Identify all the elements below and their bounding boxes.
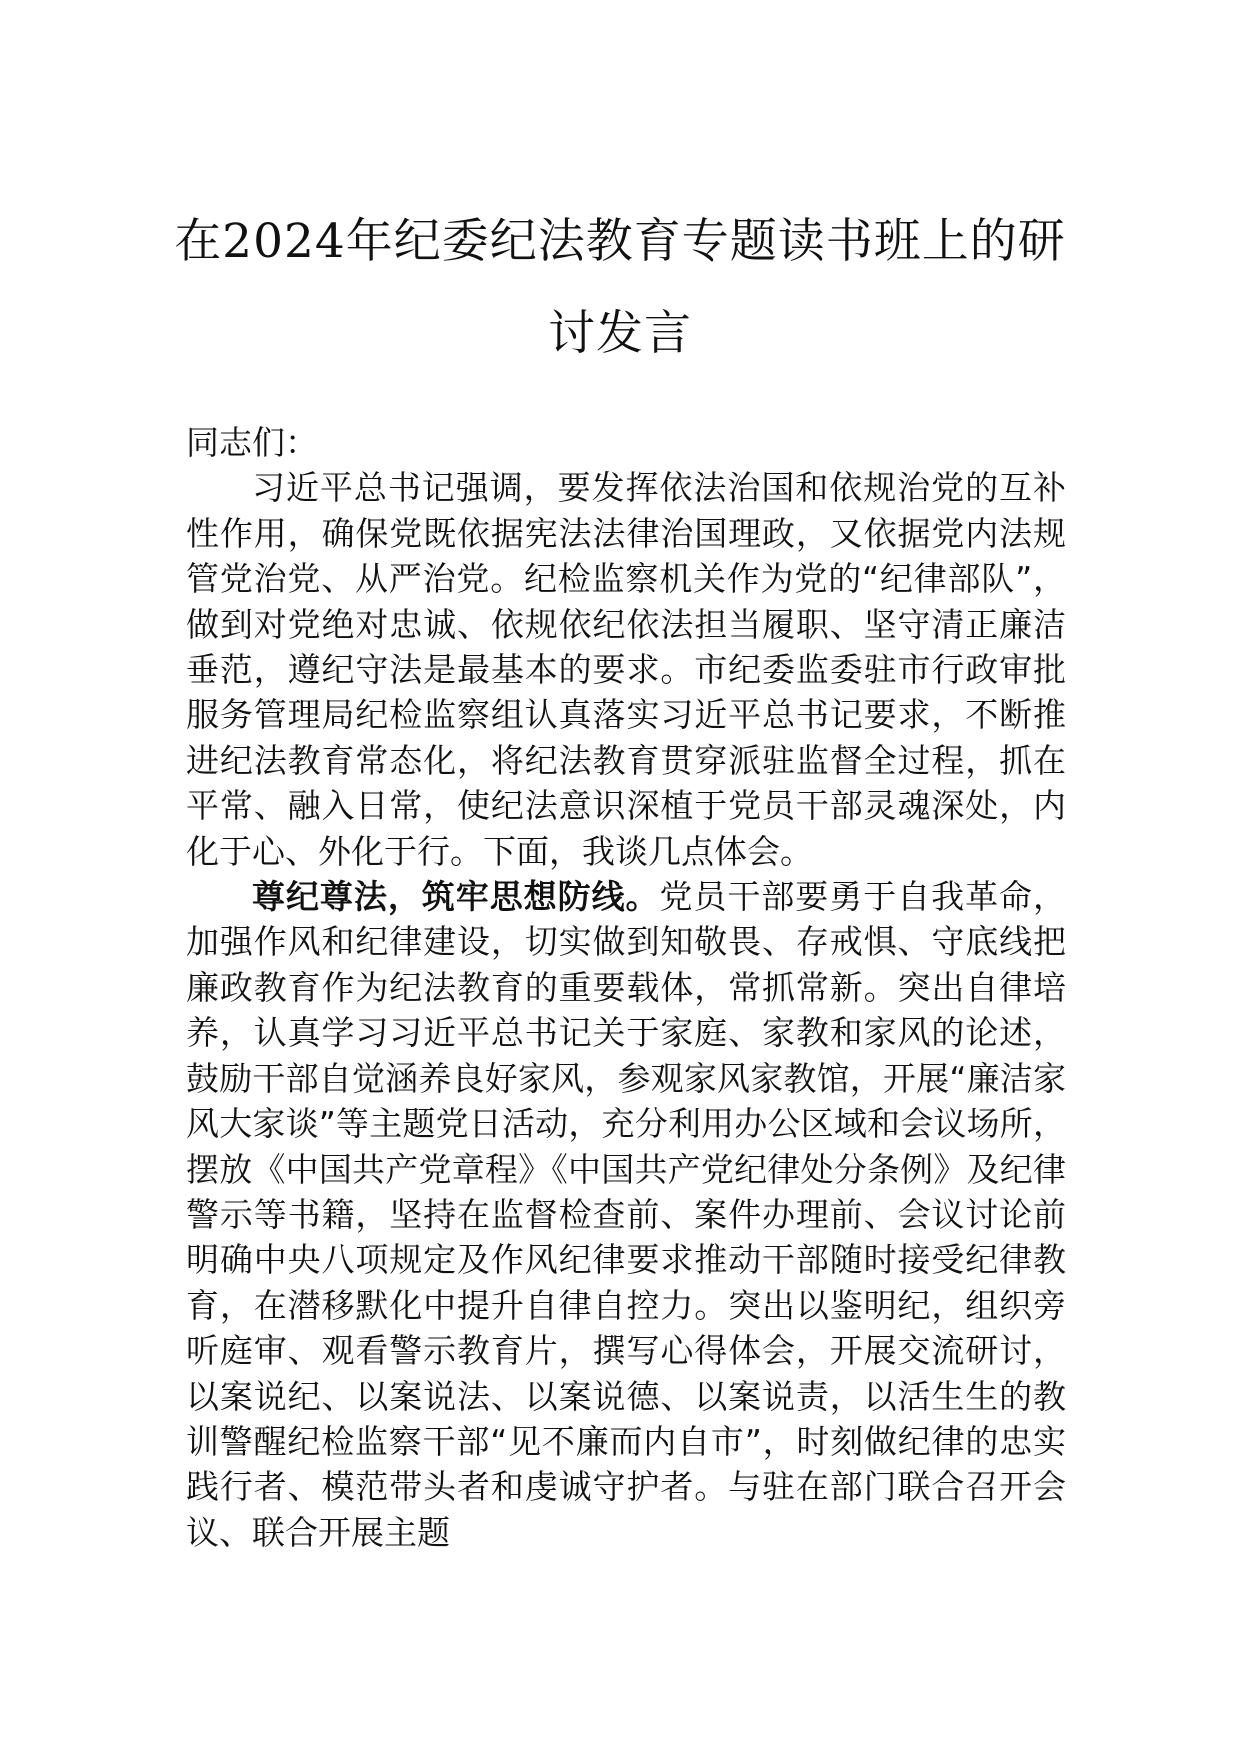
salutation: 同志们： [186,423,318,462]
section-1-heading: 尊纪尊法，筑牢思想防线。 [252,877,660,917]
title-line-2: 讨发言 [548,306,692,361]
section-1-text: 党员干部要勇于自我革命，加强作风和纪律建设，切实做到知敬畏、存戒惧、守底线把廉政教育作为纪法教育的重要载体，常抓常新。突出自律培养，认真学习习近平总书记关于家庭、家教和家风的论述，鼓励干部自觉涵养良好家风，参观家风家教馆，开展“廉洁家风大家谈”等主题党日活动，充分利用办公区域和会议场所，摆放《中国共产党章程》《中国共产党纪律处分条例》及纪律警示等书籍，坚持在监督检查前、案件办理前、会议讨论前明确中央八项规定及作风纪律要求推动干部随时接受纪律教育，在潜移默化中提升自律自控力。突出以鉴明纪，组织旁听庭审、观看警示教育片，撰写心得体会，开展交流研讨，以案说纪、以案说法、以案说德、以案说责，以活生生的教训警醒纪检监察干部“见不廉而内自市”，时刻做纪律的忠实践行者、模范带头者和虔诚守护者。与驻在部门联合召开会议、联合开展主题 [186,877,1067,1552]
title-line-1: 在2024年纪委纪法教育专题读书班上的研 [174,214,1066,269]
document-body [186,420,1066,1555]
document-title [150,196,1090,380]
paragraph-section-1 [186,874,1066,1555]
paragraph-intro: 习近平总书记强调，要发挥依法治国和依规治党的互补性作用，确保党既依据宪法法律治国理政，又依据党内法规管党治党、从严治党。纪检监察机关作为党的“纪律部队”，做到对党绝对忠诚、依规依纪依法担当履职、坚守清正廉洁垂范，遵纪守法是最基本的要求。市纪委监委驻市行政审批服务管理局纪检监察组认真落实习近平总书记要求，不断推进纪法教育常态化，将纪法教育贯穿派驻监督全过程，抓在平常、融入日常，使纪法意识深植于党员干部灵魂深处，内化于心、外化于行。下面，我谈几点体会。 [186,468,1066,871]
